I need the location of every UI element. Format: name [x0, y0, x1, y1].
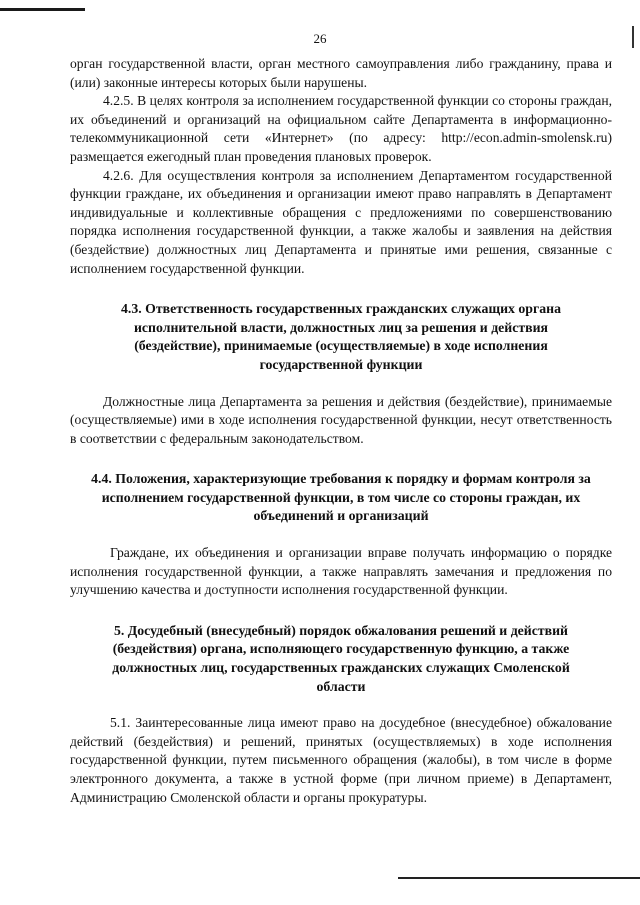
paragraph-4-2-5: 4.2.5. В целях контроля за исполнением государственной функции со стороны граждан, их объединений и организаций на официальном сайте Департамента в информационно-телекоммуникационной сети «Интернет» (по адресу: http://econ.admin-smolensk.ru) размещается ежегодный план проведения плановых проверок.	[70, 93, 612, 164]
paragraph-4-2-6: 4.2.6. Для осуществления контроля за исполнением Департаментом государственной функции граждане, их объединения и организации имеют право направлять в Департамент индивидуальные и коллективные обращения с предложениями по совершенствованию порядка исполнения государственной функции, а также жалобы и заявления на действия (бездействие) должностных лиц Департамента и принятые ими решения, связанные с исполнением государственной функции.	[70, 167, 612, 276]
section-heading-4-3: 4.3. Ответственность государственных гражданских служащих органа исполнительной власти, должностных лиц за решения и действия (бездействие), принимаемые (осуществляемые) в ходе исполнения государственной функции	[121, 301, 561, 372]
section-heading-4-4: 4.4. Положения, характеризующие требования к порядку и формам контроля за исполнением государственной функции, в том числе со стороны граждан, их объединений и организаций	[91, 471, 591, 524]
paragraph-responsibility: Должностные лица Департамента за решения и действия (бездействие), принимаемые (осуществляемые) ими в ходе исполнения государственной функции, несут ответственность в соответствии с федеральным законодательством.	[70, 393, 612, 446]
page-number: 26	[313, 31, 327, 46]
scan-artifact-top	[0, 8, 85, 11]
scan-artifact-bottom	[398, 877, 640, 879]
paragraph-5-1: 5.1. Заинтересованные лица имеют право на досудебное (внесудебное) обжалование действий (бездействия) и решений, принятых (осуществляемых) в ходе исполнения государственной функции, путем письменного обращения (жалобы), в том числе в форме электронного документа, а также в устной форме (при личном приеме) в Департамент, Администрацию Смоленской области и органы прокуратуры.	[70, 715, 612, 805]
paragraph-citizens-rights: Граждане, их объединения и организации вправе получать информацию о порядке исполнения государственной функции, а также направлять замечания и предложения по улучшению качества и доступности исполнения государственной функции.	[70, 545, 612, 598]
paragraph-continuation: орган государственной власти, орган местного самоуправления либо гражданину, права и (или) законные интересы которых были нарушены.	[70, 56, 612, 90]
document-body	[70, 55, 612, 807]
section-heading-5: 5. Досудебный (внесудебный) порядок обжалования решений и действий (бездействия) органа, исполняющего государственную функцию, а также должностных лиц, государственных гражданских служащих Смоленской области	[112, 622, 570, 694]
